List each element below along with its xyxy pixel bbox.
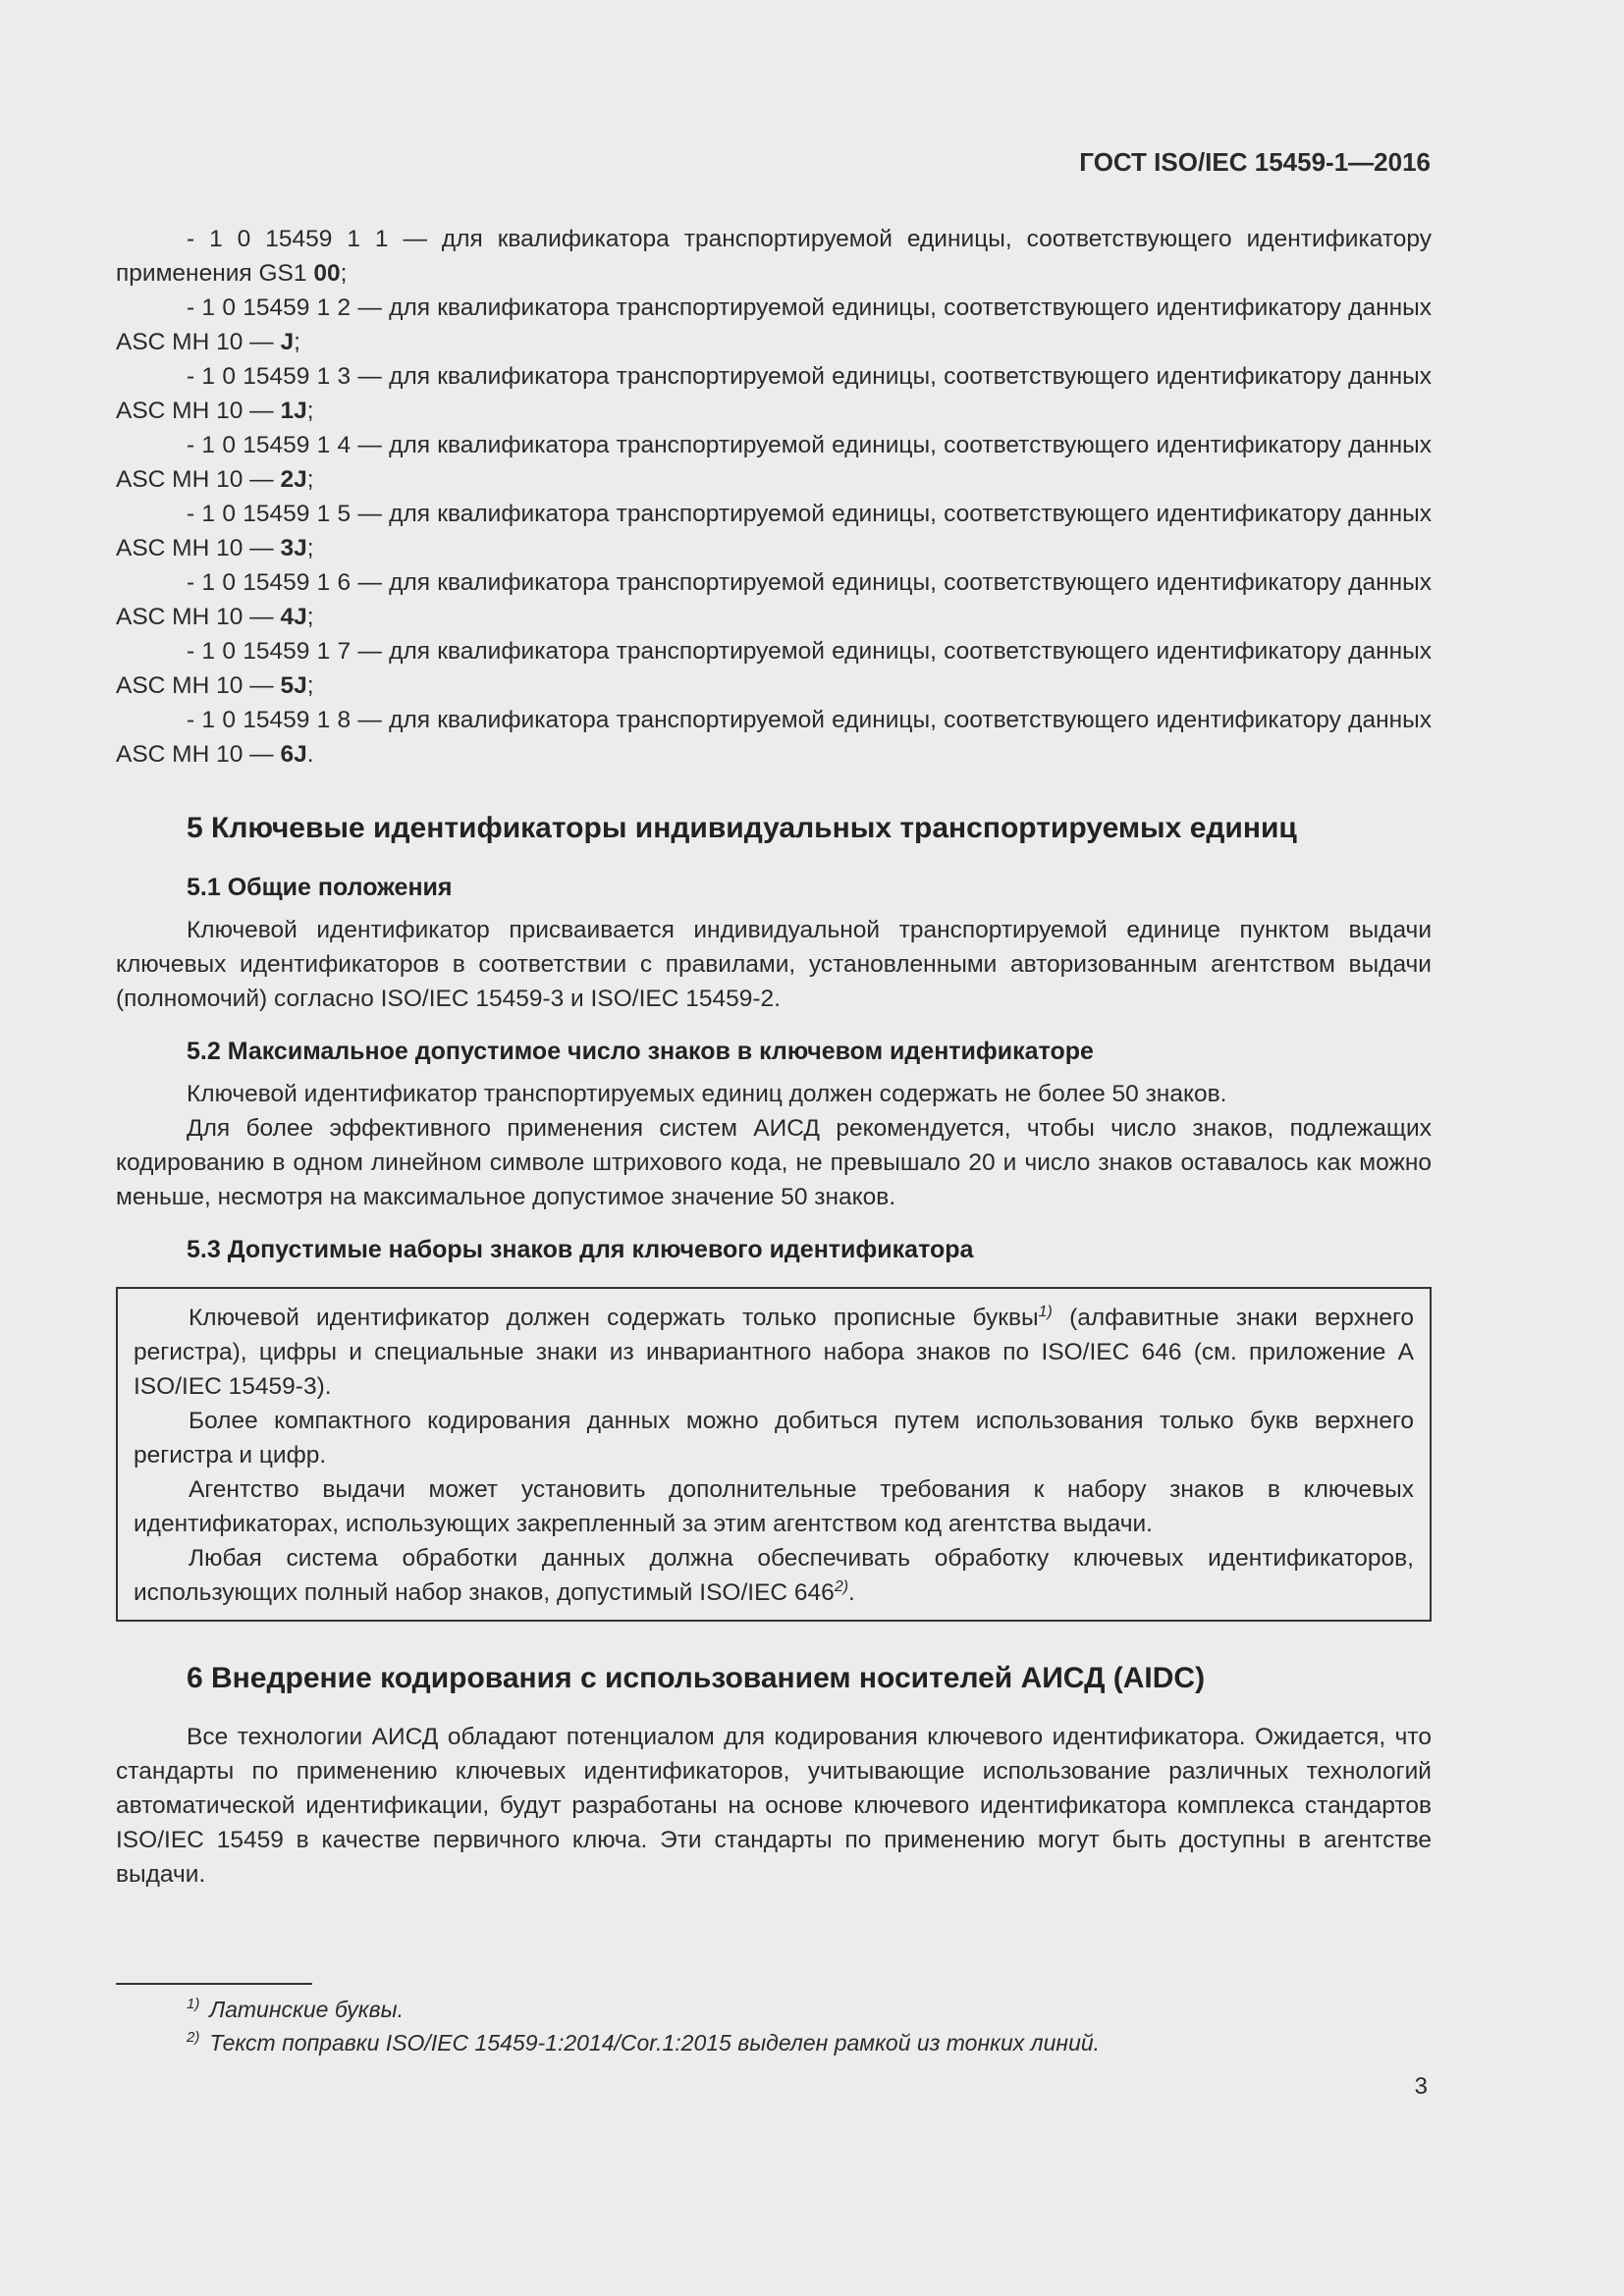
list-item: [116, 703, 1432, 772]
list-item: [116, 497, 1432, 565]
list-item-code: 1J: [280, 398, 307, 424]
paragraph: Для более эффективного применения систем АИСД рекомендуется, чтобы число знаков, подлежащих кодированию в одном линейном символе штрихового кода, не превышало 20 и число знаков оставалось как можно меньше, несмотря на максимальное допустимое значение 50 знаков.: [116, 1115, 1432, 1210]
list-item: [116, 634, 1432, 703]
paragraph-text: Любая система обработки данных должна обеспечивать обработку ключевых идентификаторов, использующих полный набор знаков, допустимый ISO/IEC 646: [134, 1545, 1414, 1606]
list-item-code: 3J: [280, 535, 307, 561]
list-item-punct: .: [306, 741, 314, 768]
footnote-text: Латинские буквы.: [209, 1997, 404, 2022]
list-item-punct: ;: [340, 260, 348, 287]
list-item-code: 4J: [280, 604, 307, 630]
list-item-punct: ;: [306, 535, 314, 561]
footnote: [116, 2026, 1432, 2059]
paragraph-text: (алфавитные знаки верхнего регистра), цифры и специальные знаки из инвариантного набора знаков по ISO/IEC 646 (см. приложение А ISO/IEC 15459-3).: [134, 1305, 1414, 1400]
list-item-code: 5J: [280, 672, 307, 699]
list-item: [116, 359, 1432, 428]
footnote-ref-2: 2): [834, 1578, 849, 1595]
footnote: [116, 1993, 1432, 2026]
list-item-code: J: [280, 329, 295, 355]
footnote-mark: 2): [187, 2029, 200, 2046]
paragraph: [134, 1541, 1414, 1610]
list-item: [116, 428, 1432, 497]
list-item-text: - 1 0 15459 1 5 — для квалификатора транспортируемой единицы, соответствующего идентификатору данных ASC MH 10 —: [116, 501, 1432, 561]
amendment-box: [116, 1287, 1432, 1622]
footnote-text: Текст поправки ISO/IEC 15459-1:2014/Cor.1:2015 выделен рамкой из тонких линий.: [209, 2030, 1101, 2056]
subsection-5-3-heading: 5.3 Допустимые наборы знаков для ключевого идентификатора: [187, 1236, 974, 1263]
list-item-text: - 1 0 15459 1 4 — для квалификатора транспортируемой единицы, соответствующего идентификатору данных ASC MH 10 —: [116, 432, 1432, 493]
list-item-text: - 1 0 15459 1 8 — для квалификатора транспортируемой единицы, соответствующего идентификатору данных ASC MH 10 —: [116, 707, 1432, 768]
list-item-punct: ;: [306, 398, 314, 424]
subsection-5-1-heading: 5.1 Общие положения: [187, 874, 453, 901]
qualifier-list: [116, 222, 1432, 772]
list-item: [116, 565, 1432, 634]
list-item-text: - 1 0 15459 1 6 — для квалификатора транспортируемой единицы, соответствующего идентификатору данных ASC MH 10 —: [116, 569, 1432, 630]
list-item-punct: ;: [294, 329, 300, 355]
paragraph: [134, 1301, 1414, 1404]
paragraph-text: .: [848, 1579, 855, 1606]
list-item-code: 6J: [280, 741, 307, 768]
paragraph: Агентство выдачи может установить дополнительные требования к набору знаков в ключевых идентификаторах, использующих закрепленный за этим агентством код агентства выдачи.: [134, 1476, 1414, 1537]
list-item-text: - 1 0 15459 1 2 — для квалификатора транспортируемой единицы, соответствующего идентификатору данных ASC MH 10 —: [116, 294, 1432, 355]
footnote-divider: [116, 1983, 312, 1985]
list-item: [116, 222, 1432, 291]
list-item-text: - 1 0 15459 1 3 — для квалификатора транспортируемой единицы, соответствующего идентификатору данных ASC MH 10 —: [116, 363, 1432, 424]
paragraph: Все технологии АИСД обладают потенциалом для кодирования ключевого идентификатора. Ожидается, что стандарты по применению ключевых идентификаторов, учитывающие использование различных технологий автоматической идентификации, будут разработаны на основе ключевого идентификатора комплекса стандартов ISO/IEC 15459 в качестве первичного ключа. Эти стандарты по применению могут быть доступны в агентстве выдачи.: [116, 1724, 1432, 1888]
paragraph: Ключевой идентификатор присваивается индивидуальной транспортируемой единице пунктом выдачи ключевых идентификаторов в соответствии с правилами, установленными авторизованным агентством выдачи (полномочий) согласно ISO/IEC 15459-3 и ISO/IEC 15459-2.: [116, 917, 1432, 1012]
paragraph: Ключевой идентификатор транспортируемых единиц должен содержать не более 50 знаков.: [187, 1081, 1227, 1107]
list-item-punct: ;: [306, 466, 314, 493]
list-item-text: - 1 0 15459 1 7 — для квалификатора транспортируемой единицы, соответствующего идентификатору данных ASC MH 10 —: [116, 638, 1432, 699]
document-header: ГОСТ ISO/IEC 15459-1—2016: [1079, 147, 1431, 177]
list-item-code: 2J: [280, 466, 307, 493]
footnote-ref-1: 1): [1038, 1304, 1053, 1320]
section-6-heading: 6 Внедрение кодирования с использованием носителей АИСД (AIDC): [187, 1662, 1206, 1694]
list-item-punct: ;: [306, 604, 314, 630]
subsection-5-2-heading: 5.2 Максимальное допустимое число знаков в ключевом идентификаторе: [187, 1038, 1094, 1065]
section-5-heading: 5 Ключевые идентификаторы индивидуальных транспортируемых единиц: [187, 812, 1297, 844]
footnotes: [116, 1983, 1432, 2059]
paragraph-text: Ключевой идентификатор должен содержать только прописные буквы: [189, 1305, 1039, 1331]
list-item-code: 00: [313, 260, 341, 287]
list-item: [116, 291, 1432, 359]
page-number: 3: [1414, 2073, 1428, 2100]
paragraph: Более компактного кодирования данных можно добиться путем использования только букв верхнего регистра и цифр.: [134, 1408, 1414, 1468]
list-item-text: - 1 0 15459 1 1 — для квалификатора транспортируемой единицы, соответствующего идентификатору применения GS1: [116, 226, 1432, 287]
list-item-punct: ;: [306, 672, 314, 699]
footnote-mark: 1): [187, 1996, 200, 2012]
page-content: [116, 222, 1432, 1892]
